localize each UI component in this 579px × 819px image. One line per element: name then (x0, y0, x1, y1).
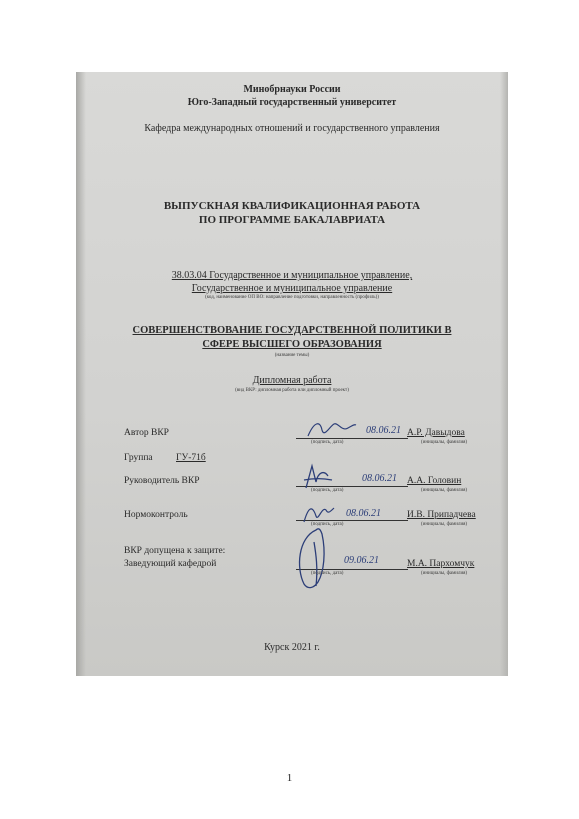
normcontrol-signature-caption: (подпись, дата) (311, 522, 344, 527)
author-label: Автор ВКР (124, 428, 169, 438)
group-value: ГУ-71б (176, 453, 206, 463)
author-name-caption: (инициалы, фамилия) (421, 440, 468, 445)
topic-line1: СОВЕРШЕНСТВОВАНИЕ ГОСУДАРСТВЕННОЙ ПОЛИТИКИ В (132, 325, 452, 336)
program-caption: (код, наименование ОП ВО: направление подготовки, направленность (профиль)) (205, 295, 379, 300)
topic-caption: (название темы) (274, 353, 310, 358)
supervisor-name-caption: (инициалы, фамилия) (421, 488, 468, 493)
normcontrol-date: 08.06.21 (346, 508, 381, 519)
page-number: 1 (286, 772, 293, 784)
normcontrol-name-caption: (инициалы, фамилия) (421, 522, 468, 527)
head-name: М.А. Пархомчук (407, 559, 475, 569)
author-date: 08.06.21 (366, 425, 401, 436)
ministry-name: Минобрнауки России (243, 84, 341, 95)
head-date: 09.06.21 (344, 555, 379, 566)
university-name: Юго-Западный государственный университет (187, 97, 397, 108)
document-photo (76, 72, 508, 676)
department-name: Кафедра международных отношений и государственного управления (144, 123, 440, 134)
work-kind-caption: (вид ВКР: дипломная работа или дипломный проект) (235, 388, 349, 393)
author-signature (304, 416, 359, 440)
supervisor-label: Руководитель ВКР (124, 476, 200, 486)
program-line1: 38.03.04 Государственное и муниципальное управление, (171, 270, 413, 281)
topic-line2: СФЕРЕ ВЫСШЕГО ОБРАЗОВАНИЯ (202, 339, 382, 350)
head-signature-caption: (подпись, дата) (311, 571, 344, 576)
program-line2: Государственное и муниципальное управление (191, 283, 393, 294)
supervisor-name: А.А. Головин (407, 476, 462, 486)
city-year: Курск 2021 г. (264, 642, 320, 653)
head-label: Заведующий кафедрой (124, 559, 217, 569)
author-name: А.Р. Давыдова (407, 428, 465, 438)
supervisor-signature-caption: (подпись, дата) (311, 488, 344, 493)
normcontrol-name: И.В. Припадчева (407, 510, 476, 520)
admitted-label: ВКР допущена к защите: (124, 546, 226, 556)
work-type-line2: ПО ПРОГРАММЕ БАКАЛАВРИАТА (198, 214, 386, 226)
author-signature-caption: (подпись, дата) (311, 440, 344, 445)
work-type-line1: ВЫПУСКНАЯ КВАЛИФИКАЦИОННАЯ РАБОТА (163, 200, 421, 212)
work-kind: Дипломная работа (252, 375, 332, 386)
group-label: Группа (124, 453, 153, 463)
head-name-caption: (инициалы, фамилия) (421, 571, 468, 576)
normcontrol-label: Нормоконтроль (124, 510, 188, 520)
supervisor-date: 08.06.21 (362, 473, 397, 484)
